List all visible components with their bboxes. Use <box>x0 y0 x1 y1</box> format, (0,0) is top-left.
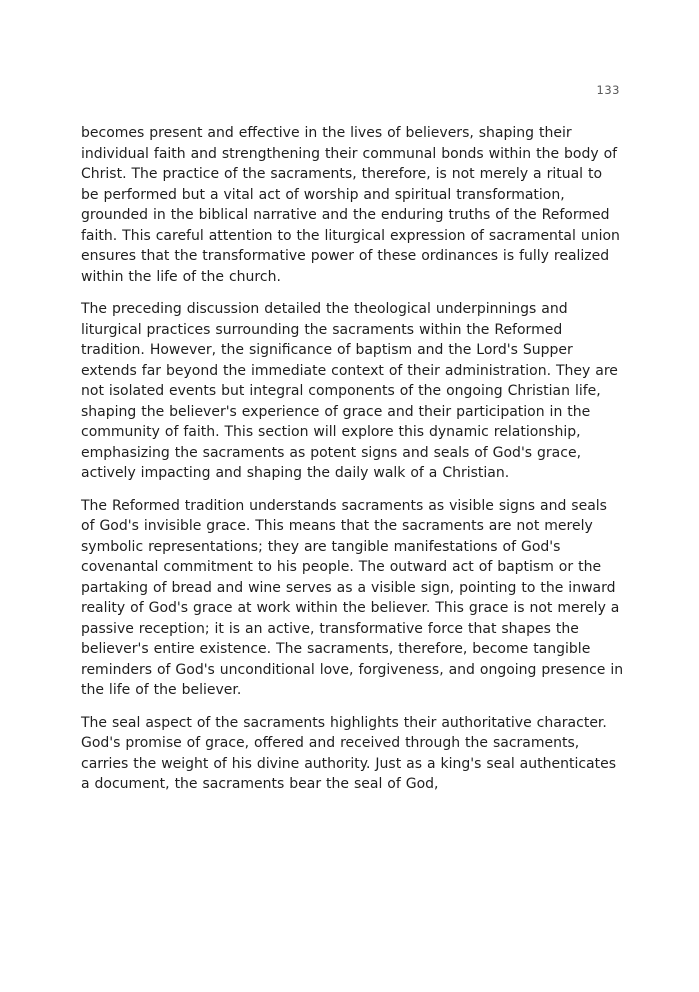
page-body <box>81 123 624 807</box>
paragraph: The Reformed tradition understands sacraments as visible signs and seals of God's invisible grace. This means that the sacraments are not merely symbolic representations; they are tangible manifestations of God's covenantal commitment to his people. The outward act of baptism or the partaking of bread and wine serves as a visible sign, pointing to the inward reality of God's grace at work within the believer. This grace is not merely a passive reception; it is an active, transformative force that shapes the believer's entire existence. The sacraments, therefore, become tangible reminders of God's unconditional love, forgiveness, and ongoing presence in the life of the believer. <box>81 497 624 698</box>
paragraph: The seal aspect of the sacraments highlights their authoritative character. God's promise of grace, offered and received through the sacraments, carries the weight of his divine authority. Just as a king's seal authenticates a document, the sacraments bear the seal of God, <box>81 714 617 792</box>
paragraph: The preceding discussion detailed the theological underpinnings and liturgical practices surrounding the sacraments within the Reformed tradition. However, the significance of baptism and the Lord's Supper extends far beyond the immediate context of their administration. They are not isolated events but integral components of the ongoing Christian life, shaping the believer's experience of grace and their participation in the community of faith. This section will explore this dynamic relationship, emphasizing the sacraments as potent signs and seals of God's grace, actively impacting and shaping the daily walk of a Christian. <box>81 301 618 481</box>
page-number: 133 <box>596 83 620 97</box>
paragraph: becomes present and effective in the lives of believers, shaping their individual faith and strengthening their communal bonds within the body of Christ. The practice of the sacraments, therefore, is not merely a ritual to be performed but a vital act of worship and spiritual transformation, grounded in the biblical narrative and the enduring truths of the Reformed faith. This careful attention to the liturgical expression of sacramental union ensures that the transformative power of these ordinances is fully realized within the life of the church. <box>81 125 620 285</box>
